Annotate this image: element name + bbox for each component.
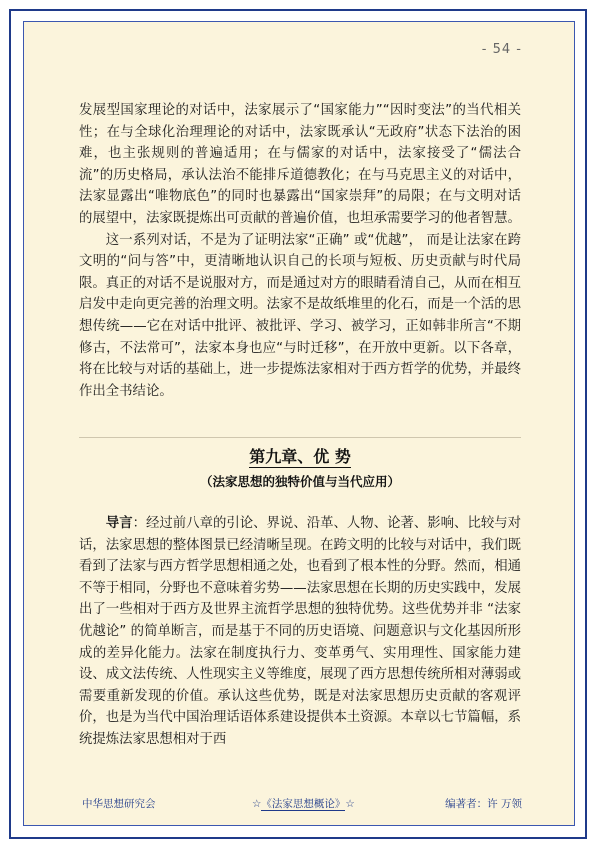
star-icon-right: ☆ [345, 798, 355, 810]
section-divider [79, 437, 521, 438]
paragraph-1: 发展型国家理论的对话中，法家展示了“国家能力”“因时变法”的当代相关性；在与全球化治理理论的对话中，法家既承认“无政府”状态下法治的困难，也主张规则的普遍适用；在与儒家的对话中，法家接受了“儒法合流”的历史格局，承认法治不能排斥道德教化；在与马克思主义的对话中，法家显露出“唯物底色”的同时也暴露出“国家崇拜”的局限；在与文明对话的展望中，法家既提炼出可贡献的普遍价值，也坦承需要学习的他者智慧。 [79, 103, 521, 226]
star-icon-left: ☆ [252, 798, 262, 810]
body-text [79, 100, 521, 402]
intro-text [79, 513, 521, 751]
intro-colon: ： [132, 516, 146, 531]
footer-book-name: 《法家思想概论》 [261, 798, 346, 810]
intro-paragraph [79, 513, 521, 751]
intro-label: 导言 [105, 516, 133, 531]
intro-body: 经过前八章的引论、界说、沿革、人物、论著、影响、比较与对话，法家思想的整体图景已经清晰呈现。在跨文明的比较与对话中，我们既看到了法家与西方哲学思想相通之处，也看到了根本性的分野。然而，相通不等于相同，分野也不意味着劣势——法家思想在长期的历史实践中，发展出了一些相对于西方及世界主流哲学思想的独特优势。这些优势并非 “法家优越论” 的简单断言，而是基于不同的历史语境、问题意识与文化基因所形成的差异化能力。法家在制度执行力、变革勇气、实用理性、国家能力建设、成文法传统、人性现实主义等维度，展现了西方思想传统所相对薄弱或需要重新发现的价值。承认这些优势，既是对法家思想历史贡献的客观评价，也是为当代中国治理话语体系建设提供本土资源。本章以七节篇幅，系统提炼法家思想相对于西 [79, 516, 522, 747]
chapter-title [79, 445, 521, 469]
chapter-title-text: 第九章、优 势 [249, 447, 351, 466]
footer-organization: 中华思想研究会 [82, 798, 156, 810]
chapter-subtitle: （法家思想的独特价值与当代应用） [199, 474, 400, 489]
page-number: - 54 - [481, 42, 522, 57]
footer-book-title [252, 796, 355, 811]
footer-author: 编著者：许 万领 [445, 798, 522, 810]
paragraph-2: 这一系列对话，不是为了证明法家“正确” 或“优越”， 而是让法家在跨文明的“问与答”中，更清晰地认识自己的长项与短板、历史贡献与时代局限。真正的对话不是说服对方，而是通过对方的眼睛看清自己，从而在相互启发中走向更完善的治理文明。法家不是故纸堆里的化石，而是一个活的思想传统——它在对话中批评、被批评、学习、被学习，正如韩非所言“不期修古，不法常可”，法家本身也应“与时迁移”，在开放中更新。以下各章，将在比较与对话的基础上，进一步提炼法家相对于西方哲学的优势，并最终作出全书结论。 [79, 232, 521, 399]
